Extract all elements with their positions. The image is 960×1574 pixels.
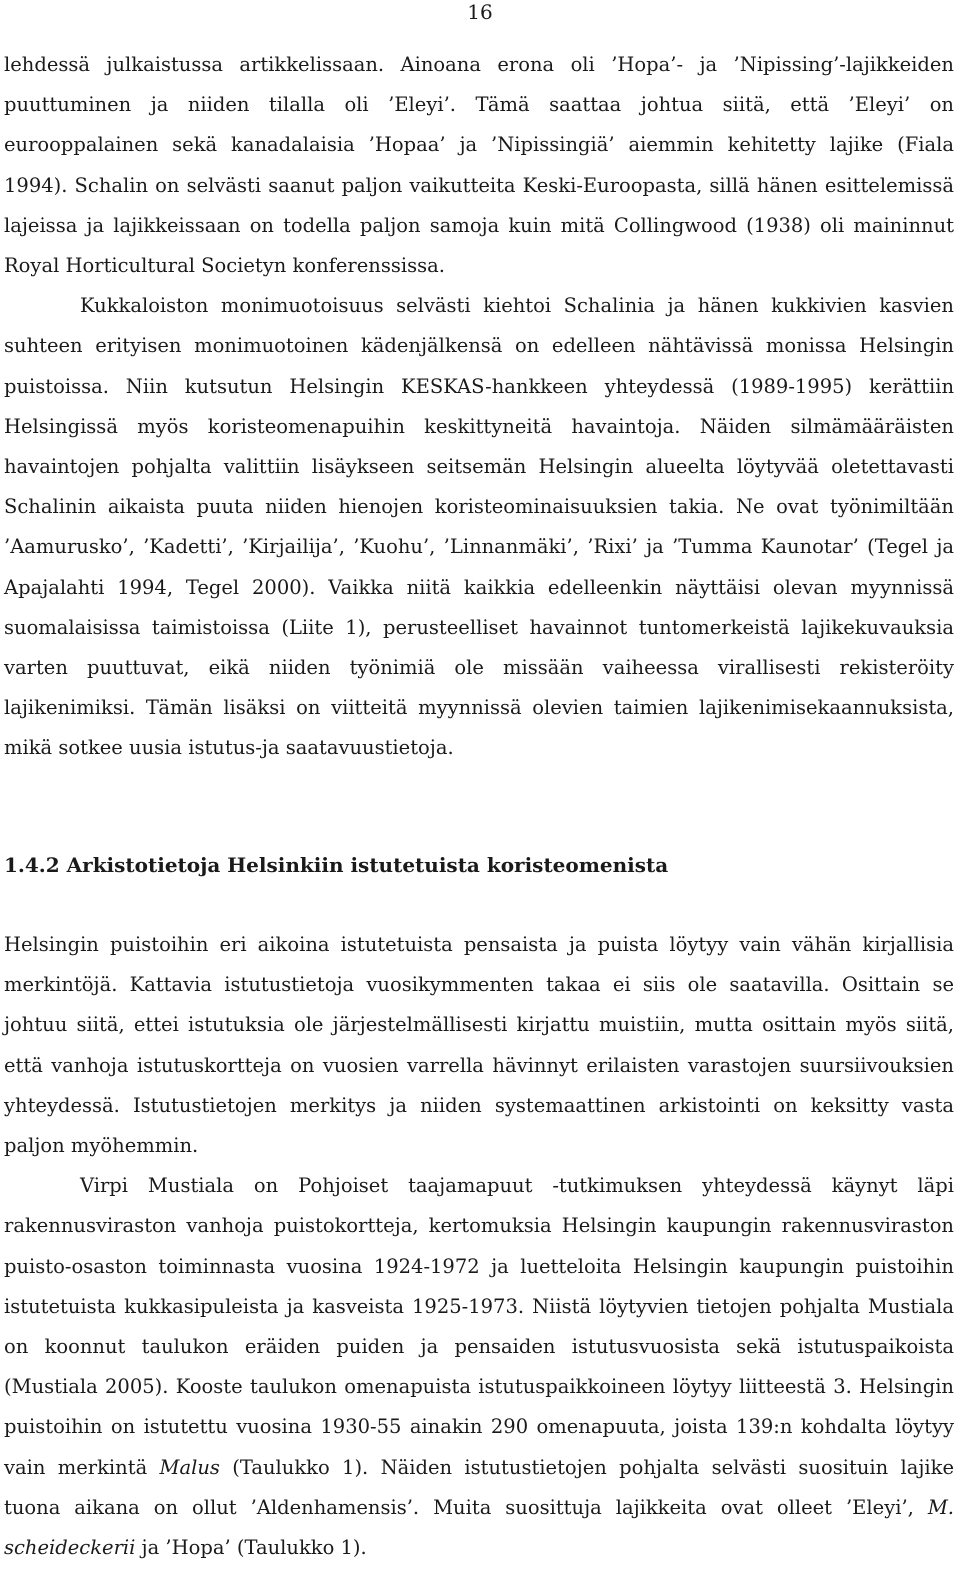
paragraph-4-part-2: (Taulukko 1). Näiden istutustietojen pohjalta selvästi suosituin lajike tuona aikana on ollut ’Aldenhamensis’. Muita suosittuja lajikkeita ovat olleet ’Eleyi’, [4, 1455, 954, 1519]
page-number: 16 [467, 0, 493, 24]
paragraph-3: Helsingin puistoihin eri aikoina istutetuista pensaista ja puista löytyy vain vähän kirjallisia merkintöjä. Kattavia istutustietoja vuosikymmenten takaa ei siis ole saatavilla. Osittain se johtuu siitä, ettei istutuksia ole järjestelmällisesti kirjattu muistiin, mutta osittain myös siitä, että vanhoja istutuskortteja on vuosien varrella hävinnyt erilaisten varastojen suursiivouksien yhteydessä. Istutustietojen merkitys ja niiden systemaattinen arkistointi on keksitty vasta paljon myöhemmin. [4, 933, 954, 1158]
paragraph-4-part-3: ja ’Hopa’ (Taulukko 1). [135, 1536, 367, 1560]
paragraph-4-italic-scheideckerii: M. scheideckerii [4, 1495, 954, 1560]
paragraph-1: lehdessä julkaistussa artikkelissaan. Ainoana erona oli ’Hopa’- ja ’Nipissing’-lajikkeiden puuttuminen ja niiden tilalla oli ’Eleyi’. Tämä saattaa johtua siitä, että ’Eleyi’ on eurooppalainen sekä kanadalaisia ’Hopaa’ ja ’Nipissingiä’ aiemmin kehitetty lajike (Fiala 1994). Schalin on selvästi saanut paljon vaikutteita Keski-Euroopasta, sillä hänen esittelemissä lajeissa ja lajikkeissaan on todella paljon samoja kuin mitä Collingwood (1938) oli maininnut Royal Horticultural Societyn konferenssissa. [4, 53, 954, 278]
section-heading: 1.4.2 Arkistotietoja Helsinkiin istutetuista koristeomenista [4, 853, 669, 877]
paragraph-2: Kukkaloiston monimuotoisuus selvästi kiehtoi Schalinia ja hänen kukkivien kasvien suhteen erityisen monimuotoinen kädenjälkensä on edelleen nähtävissä monissa Helsingin puistoissa. Niin kutsutun Helsingin KESKAS-hankkeen yhteydessä (1989-1995) kerättiin Helsingissä myös koristeomenapuihin keskittyneitä havaintoja. Näiden silmämääräisten havaintojen pohjalta valittiin lisäykseen seitsemän Helsingin alueelta löytyvää oletettavasti Schalinin aikaista puuta niiden hienojen koristeominaisuuksien takia. Ne ovat työnimiltään ’Aamurusko’, ’Kadetti’, ’Kirjailija’, ’Kuohu’, ’Linnanmäki’, ’Rixi’ ja ’Tumma Kaunotar’ (Tegel ja Apajalahti 1994, Tegel 2000). Vaikka niitä kaikkia edelleenkin näyttäisi olevan myynnissä suomalaisissa taimistoissa (Liite 1), perusteelliset havainnot tuntomerkeistä lajikekuvauksia varten puuttuvat, eikä niiden työnimiä ole missään vaiheessa virallisesti rekisteröity lajikenimiksi. Tämän lisäksi on viitteitä myynnissä olevien taimien lajikenimisekaannuksista, mikä sotkee uusia istutus-ja saatavuustietoja. [4, 294, 954, 760]
paragraph-4-part-1: Virpi Mustiala on Pohjoiset taajamapuut -tutkimuksen yhteydessä käynyt läpi rakennusviraston vanhoja puistokortteja, kertomuksia Helsingin kaupungin rakennusviraston puisto-osaston toiminnasta vuosina 1924-1972 ja luetteloita Helsingin kaupungin puistoihin istutetuista kukkasipuleista ja kasveista 1925-1973. Niistä löytyvien tietojen pohjalta Mustiala on koonnut taulukon eräiden puiden ja pensaiden istutusvuosista sekä istutuspaikoista (Mustiala 2005). Kooste taulukon omenapuista istutuspaikkoineen löytyy liitteestä 3. Helsingin puistoihin on istutettu vuosina 1930-55 ainakin 290 omenapuuta, joista 139:n kohdalta löytyy vain merkintä [4, 1174, 954, 1479]
paragraph-4-italic-malus: Malus [159, 1455, 220, 1479]
text-block-bottom [4, 925, 954, 1568]
text-block-top [4, 45, 954, 769]
paragraph-4 [4, 1166, 954, 1568]
